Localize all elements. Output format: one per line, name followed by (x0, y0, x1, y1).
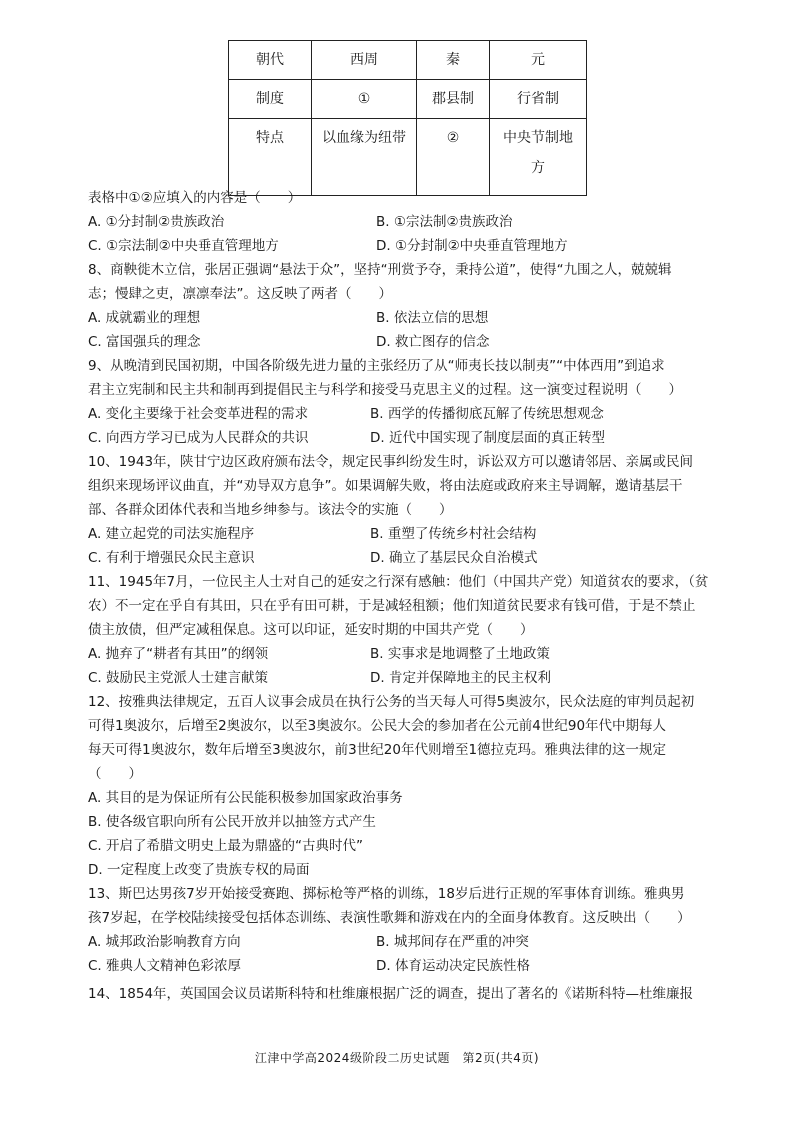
option-b[interactable]: B. ①宗法制②贵族政治 (376, 214, 513, 230)
option-d[interactable]: D. 确立了基层民众自治模式 (370, 550, 538, 566)
table-row (229, 80, 587, 119)
option-c[interactable]: C. 向西方学习已成为人民群众的共识 (88, 430, 309, 446)
table-cell: 制度 (229, 80, 312, 119)
option-b[interactable]: B. 重塑了传统乡村社会结构 (370, 526, 537, 542)
dynasty-system-table (228, 40, 587, 196)
question-stem-line: 孩7岁起，在学校陆续接受包括体态训练、表演性歌舞和游戏在内的全面身体教育。这反映出（ ） (88, 910, 691, 926)
option-d[interactable]: D. 救亡图存的信念 (376, 334, 490, 350)
question-stem-line: 君主立宪制和民主共和制再到提倡民主与科学和接受马克思主义的过程。这一演变过程说明（ ） (88, 382, 682, 398)
table-cell: 秦 (417, 41, 490, 80)
question-stem-line: 12、按雅典法律规定，五百人议事会成员在执行公务的当天每人可得5奥波尔，民众法庭的审判员起初 (88, 694, 695, 710)
table-cell: 朝代 (229, 41, 312, 80)
table-cell: 特点 (229, 119, 312, 196)
option-b[interactable]: B. 西学的传播彻底瓦解了传统思想观念 (370, 406, 604, 422)
question-stem-line: 每天可得1奥波尔，数年后增至3奥波尔，前3世纪20年代则增至1德拉克玛。雅典法律的这一规定 (88, 742, 667, 758)
option-c[interactable]: C. 鼓励民主党派人士建言献策 (88, 670, 269, 686)
question-stem-line: 13、斯巴达男孩7岁开始接受赛跑、掷标枪等严格的训练，18岁后进行正规的军事体育训练。雅典男 (88, 886, 685, 902)
option-b[interactable]: B. 使各级官职向所有公民开放并以抽签方式产生 (88, 814, 376, 830)
option-a[interactable]: A. 变化主要缘于社会变革进程的需求 (88, 406, 309, 422)
question-stem-line: 10、1943年，陕甘宁边区政府颁布法令，规定民事纠纷发生时，诉讼双方可以邀请邻居、亲属或民间 (88, 454, 694, 470)
option-a[interactable]: A. ①分封制②贵族政治 (88, 214, 225, 230)
question-stem-line: 可得1奥波尔，后增至2奥波尔，以至3奥波尔。公民大会的参加者在公元前4世纪90年代中期每人 (88, 718, 667, 734)
option-d[interactable]: D. 近代中国实现了制度层面的真正转型 (370, 430, 605, 446)
table-cell: 西周 (312, 41, 417, 80)
page-footer: 江津中学高2024级阶段二历史试题 第2页(共4页) (254, 1051, 540, 1065)
question-stem-line: 部、各群众团体代表和当地乡绅参与。该法令的实施（ ） (88, 502, 453, 518)
option-c[interactable]: C. 富国强兵的理念 (88, 334, 201, 350)
table-cell: 中央节制地方 (490, 119, 587, 196)
question-stem-line: 农）不一定在乎自有其田，只在乎有田可耕，于是减轻租额；他们知道贫民要求有钱可借，于是不禁止 (88, 598, 696, 614)
option-a[interactable]: A. 城邦政治影响教育方向 (88, 934, 241, 950)
question-stem: 表格中①②应填入的内容是（ ） (88, 190, 302, 206)
question-stem-line: 9、从晚清到民国初期，中国各阶级先进力量的主张经历了从“师夷长技以制夷”“中体西用”到追求 (88, 358, 665, 374)
table-cell: ② (417, 119, 490, 196)
option-a[interactable]: A. 建立起党的司法实施程序 (88, 526, 255, 542)
option-b[interactable]: B. 实事求是地调整了土地政策 (370, 646, 550, 662)
option-a[interactable]: A. 成就霸业的理想 (88, 310, 201, 326)
question-stem-line: 11、1945年7月，一位民主人士对自己的延安之行深有感触：他们（中国共产党）知道贫农的要求，（贫 (88, 574, 709, 590)
option-d[interactable]: D. 体育运动决定民族性格 (376, 958, 530, 974)
option-d[interactable]: D. 一定程度上改变了贵族专权的局面 (88, 862, 310, 878)
option-c[interactable]: C. 开启了希腊文明史上最为鼎盛的“古典时代” (88, 838, 363, 854)
option-d[interactable]: D. ①分封制②中央垂直管理地方 (376, 238, 568, 254)
option-a[interactable]: A. 其目的是为保证所有公民能积极参加国家政治事务 (88, 790, 403, 806)
table-cell: 行省制 (490, 80, 587, 119)
option-a[interactable]: A. 抛弃了“耕者有其田”的纲领 (88, 646, 269, 662)
option-b[interactable]: B. 城邦间存在严重的冲突 (376, 934, 529, 950)
table-row (229, 41, 587, 80)
option-d[interactable]: D. 肯定并保障地主的民主权利 (370, 670, 551, 686)
table-cell: ① (312, 80, 417, 119)
table-cell: 郡县制 (417, 80, 490, 119)
table-cell: 元 (490, 41, 587, 80)
option-b[interactable]: B. 依法立信的思想 (376, 310, 489, 326)
question-stem-line: 志；慢肆之吏，凛凛奉法”。这反映了两者（ ） (88, 286, 392, 302)
question-stem-line: 组织来现场评议曲直，并“劝导双方息争”。如果调解失败，将由法庭或政府来主导调解，邀请基层干 (88, 478, 683, 494)
option-c[interactable]: C. ①宗法制②中央垂直管理地方 (88, 238, 279, 254)
table-cell: 以血缘为纽带 (312, 119, 417, 196)
option-c[interactable]: C. 雅典人文精神色彩浓厚 (88, 958, 242, 974)
question-stem-line: 债主放债，但严定减租保息。这可以印证，延安时期的中国共产党（ ） (88, 622, 534, 638)
question-stem-line: （ ） (88, 766, 142, 782)
option-c[interactable]: C. 有利于增强民众民主意识 (88, 550, 255, 566)
question-stem-line: 14、1854年，英国国会议员诺斯科特和杜维廉根据广泛的调查，提出了著名的《诺斯科特—杜维廉报 (88, 986, 694, 1002)
question-stem-line: 8、商鞅徙木立信，张居正强调“悬法于众”，坚持“刑赏予夺，秉持公道”，使得“九围之人，兢兢辑 (88, 262, 672, 278)
table-row (229, 119, 587, 196)
